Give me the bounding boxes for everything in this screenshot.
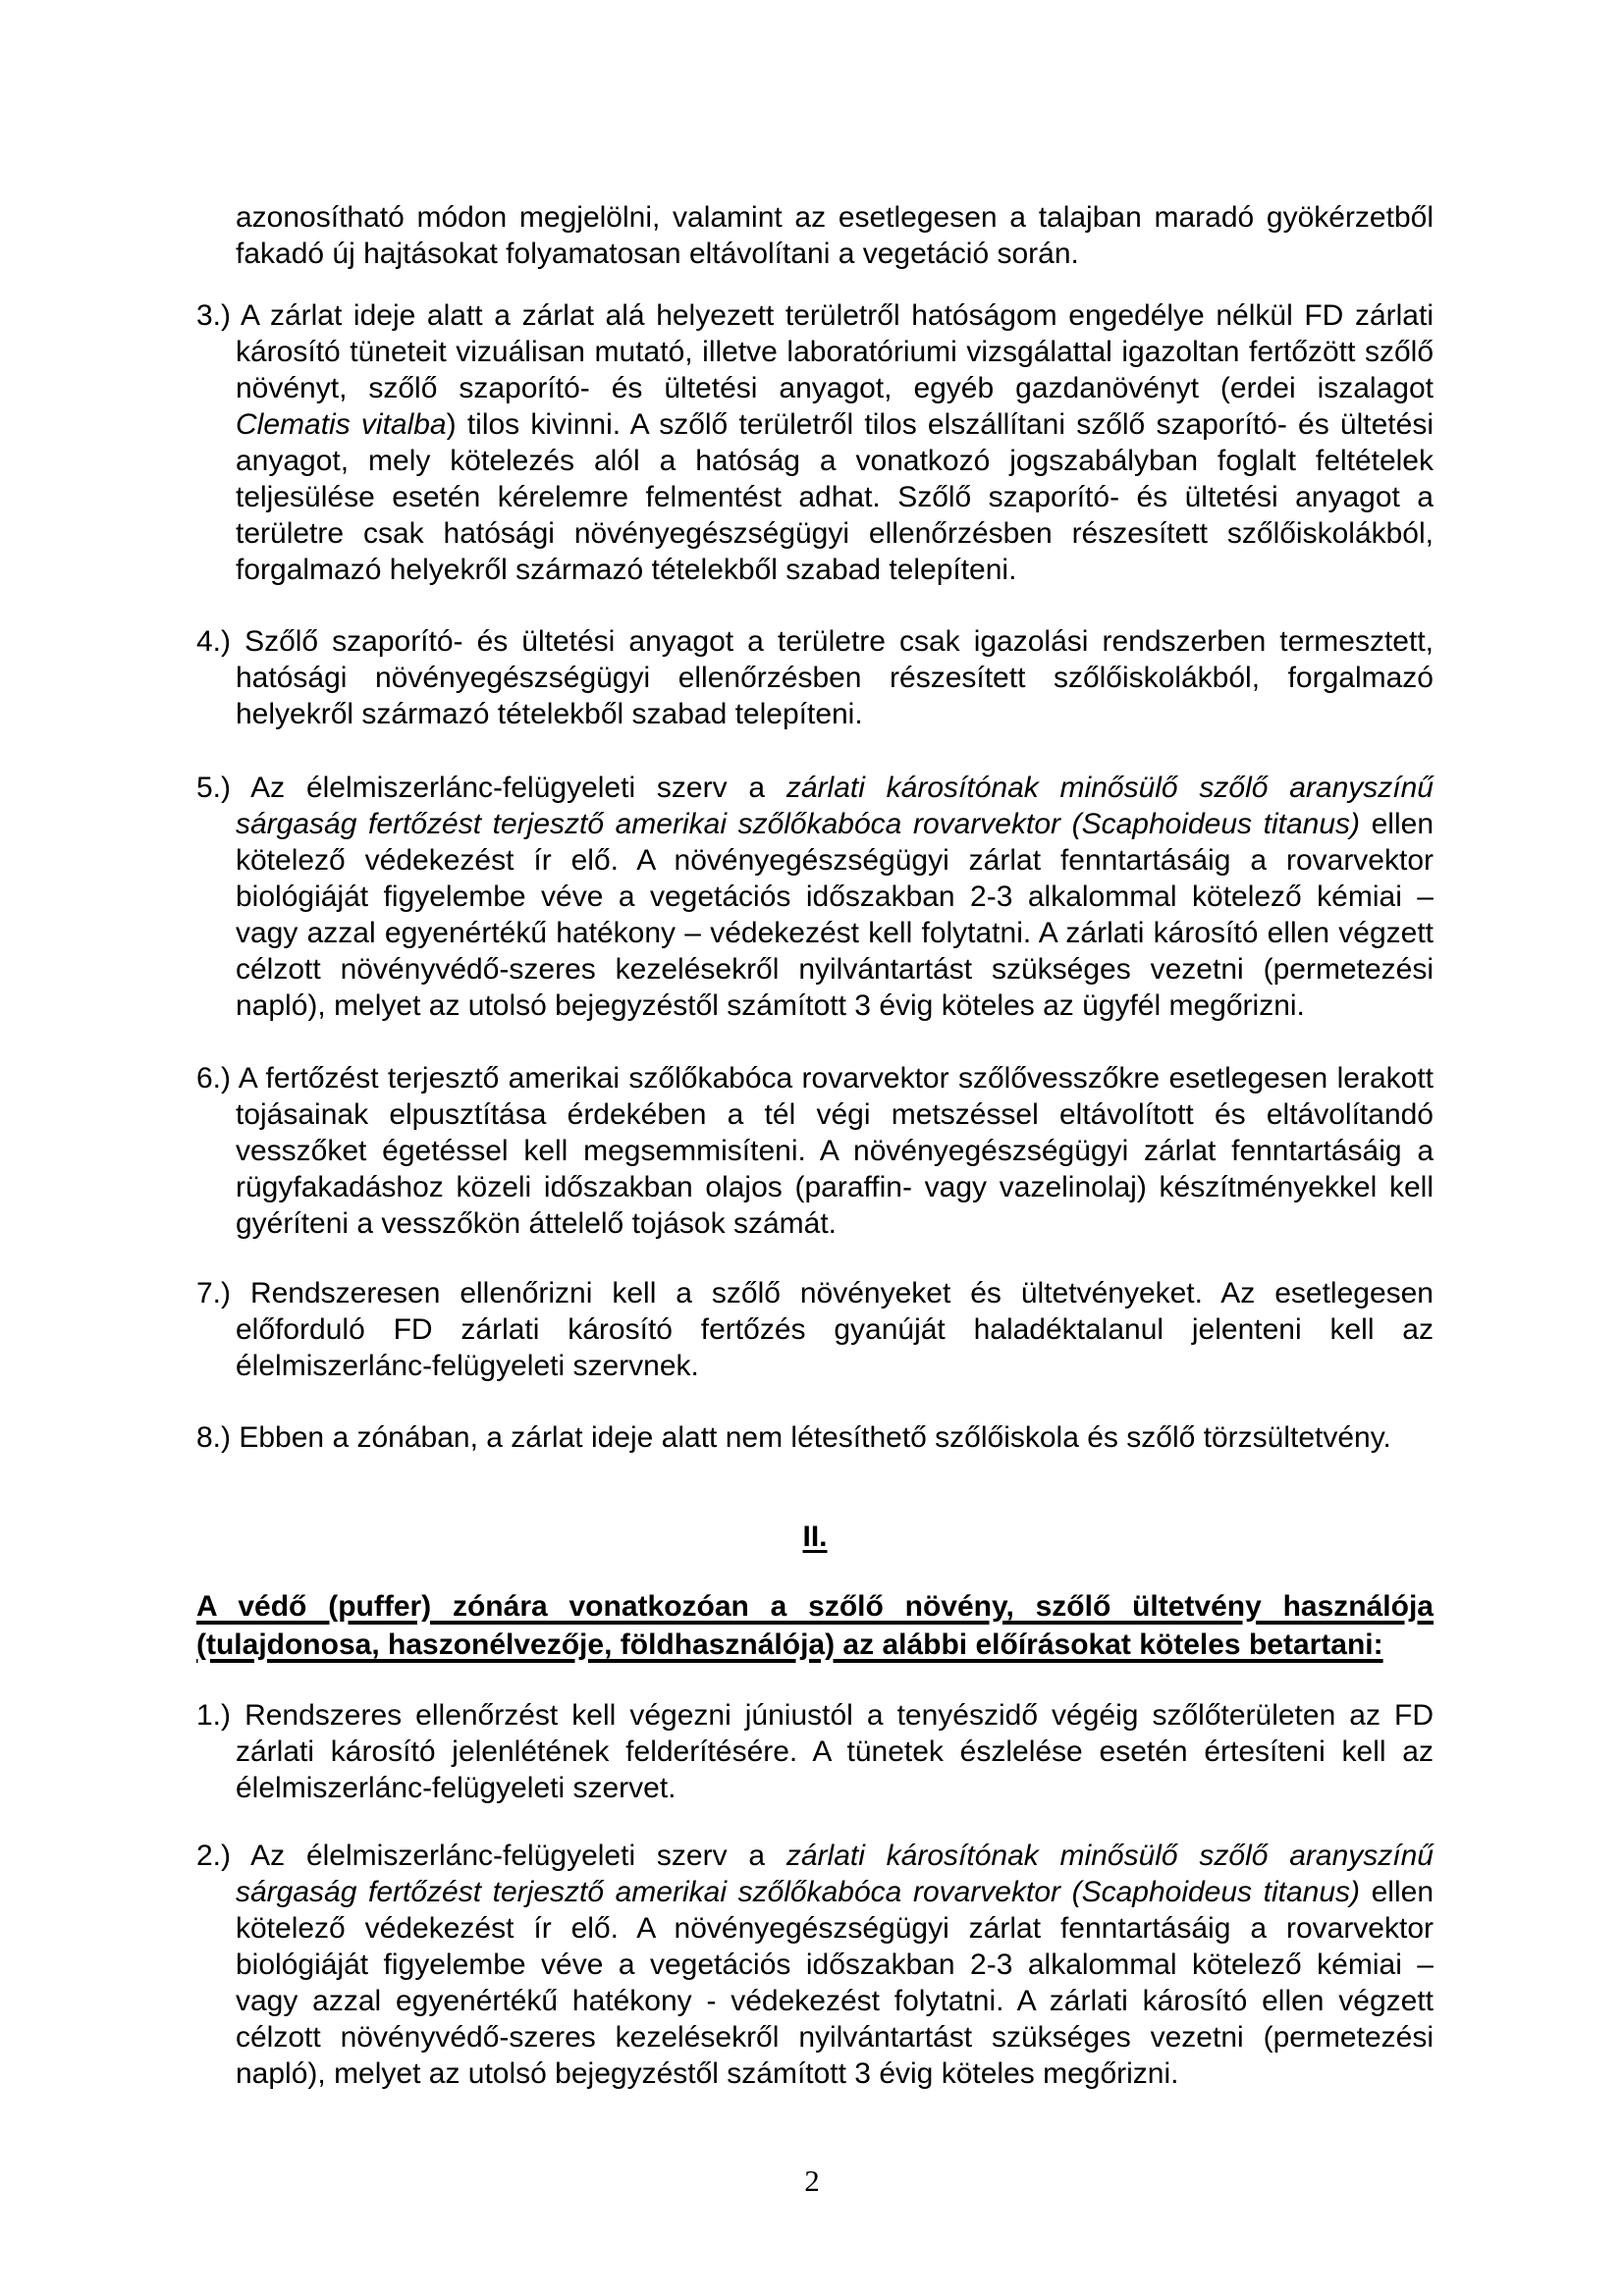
list-item-section2-2 — [196, 1838, 1434, 2092]
list-item-text: Rendszeres ellenőrzést kell végezni júniustól a tenyészidő végéig szőlőterületen az FD zárlati károsító jelenlétének felderítésére. A tünetek észlelése esetén értesíteni kell az élelmiszerlánc-felügyeleti szervet. — [236, 1699, 1434, 1804]
section-2-heading: A védő (puffer) zónára vonatkozóan a szőlő növény, szőlő ültetvény használója (tulajdonosa, haszonélvezője, földhasználója) az alábbi előírásokat köteles betartani: — [196, 1590, 1434, 1661]
list-item-text: Rendszeresen ellenőrizni kell a szőlő növényeket és ültetvényeket. Az esetlegesen előforduló FD zárlati károsító fertőzés gyanúját haladéktalanul jelenteni kell az élelmiszerlánc-felügyeleti szervnek. — [236, 1277, 1434, 1382]
list-item-text-italic: Clematis vitalba — [236, 408, 447, 441]
list-item-number: 7.) — [196, 1277, 232, 1309]
list-item-number: 8.) — [196, 1421, 232, 1454]
list-item-text-italic: zárlati károsítónak minősülő szőlő aranyszínű sárgaság fertőzést terjesztő amerikai szőlőkabóca rovarvektor (Scaphoideus titanus) — [236, 772, 1434, 840]
list-item-number: 1.) — [196, 1699, 232, 1732]
list-item-8 — [196, 1419, 1434, 1456]
list-item-section2-1 — [196, 1697, 1434, 1806]
list-item-number: 6.) — [196, 1062, 232, 1095]
section-2-numeral: II. — [802, 1521, 828, 1553]
list-item-number: 5.) — [196, 772, 232, 804]
page-number: 2 — [804, 2163, 820, 2198]
list-item-number: 3.) — [196, 299, 232, 332]
intro-paragraph — [236, 199, 1434, 272]
list-item-number: 2.) — [196, 1840, 232, 1872]
list-item-6 — [196, 1060, 1434, 1242]
list-item-text: ellen kötelező védekezést ír elő. A növényegészségügyi zárlat fenntartásáig a rovarvektor biológiáját figyelembe véve a vegetációs időszakban 2-3 alkalommal kötelező kémiai – vagy azzal egyenértékű hatékony – védekezést kell folytatni. A zárlati károsító ellen végzett célzott növényvédő-szeres kezelésekről nyilvántartást szükséges vezetni (permetezési napló), melyet az utolsó bejegyzéstől számított 3 évig köteles az ügyfél megőrizni. — [236, 808, 1435, 1022]
list-item-text: Ebben a zónában, a zárlat ideje alatt nem létesíthető szőlőiskola és szőlő törzsültetvény. — [239, 1421, 1391, 1454]
list-item-4 — [196, 623, 1434, 732]
list-item-text: ellen kötelező védekezést ír elő. A növényegészségügyi zárlat fenntartásáig a rovarvektor biológiáját figyelembe véve a vegetációs időszakban 2-3 alkalommal kötelező kémiai – vagy azzal egyenértékű hatékony - védekezést folytatni. A zárlati károsító ellen végzett célzott növényvédő-szeres kezelésekről nyilvántartást szükséges vezetni (permetezési napló), melyet az utolsó bejegyzéstől számított 3 évig köteles megőrizni. — [236, 1876, 1435, 2090]
list-item-text: A zárlat ideje alatt a zárlat alá helyezett területről hatóságom engedélye nélkül FD zárlati károsító tüneteit vizuálisan mutató, illetve laboratóriumi vizsgálattal igazoltan fertőzött szőlő növényt, szőlő szaporító- és ültetési anyagot, egyéb gazdanövényt (erdei iszalagot — [236, 299, 1434, 404]
paragraph-text: azonosítható módon megjelölni, valamint az esetlegesen a talajban maradó gyökérzetből fakadó új hajtásokat folyamatosan eltávolítani a vegetáció során. — [236, 201, 1434, 270]
list-item-text: Szőlő szaporító- és ültetési anyagot a területre csak igazolási rendszerben termesztett, hatósági növényegészségügyi ellenőrzésben részesített szőlőiskolákból, forgalmazó helyekről származó tételekből szabad telepíteni. — [236, 625, 1434, 730]
list-item-3 — [196, 297, 1434, 588]
list-item-text: Az élelmiszerlánc-felügyeleti szerv a — [250, 772, 786, 804]
list-item-7 — [196, 1275, 1434, 1384]
list-item-number: 4.) — [196, 625, 232, 658]
list-item-text: A fertőzést terjesztő amerikai szőlőkabóca rovarvektor szőlővesszőkre esetlegesen lerakott tojásainak elpusztítása érdekében a tél végi metszéssel eltávolított és eltávolítandó vesszőket égetéssel kell megsemmisíteni. A növényegészségügyi zárlat fenntartásáig a rügyfakadáshoz közeli időszakban olajos (paraffin- vagy vazelinolaj) készítményekkel kell gyéríteni a vesszőkön áttelelő tojások számát. — [236, 1062, 1434, 1240]
document-body — [196, 199, 1434, 2092]
list-item-5 — [196, 770, 1434, 1024]
list-item-text-italic: zárlati károsítónak minősülő szőlő aranyszínű sárgaság fertőzést terjesztő amerikai szőlőkabóca rovarvektor (Scaphoideus titanus) — [236, 1840, 1434, 1908]
list-item-text: Az élelmiszerlánc-felügyeleti szerv a — [250, 1840, 786, 1872]
list-item-text: ) tilos kivinni. A szőlő területről tilos elszállítani szőlő szaporító- és ültetési anyagot, mely kötelezés alól a hatóság a vonatkozó jogszabályban foglalt feltételek teljesülése esetén kérelemre felmentést adhat. Szőlő szaporító- és ültetési anyagot a területre csak hatósági növényegészségügyi ellenőrzésben részesített szőlőiskolákból, forgalmazó helyekről származó tételekből szabad telepíteni. — [236, 408, 1434, 586]
